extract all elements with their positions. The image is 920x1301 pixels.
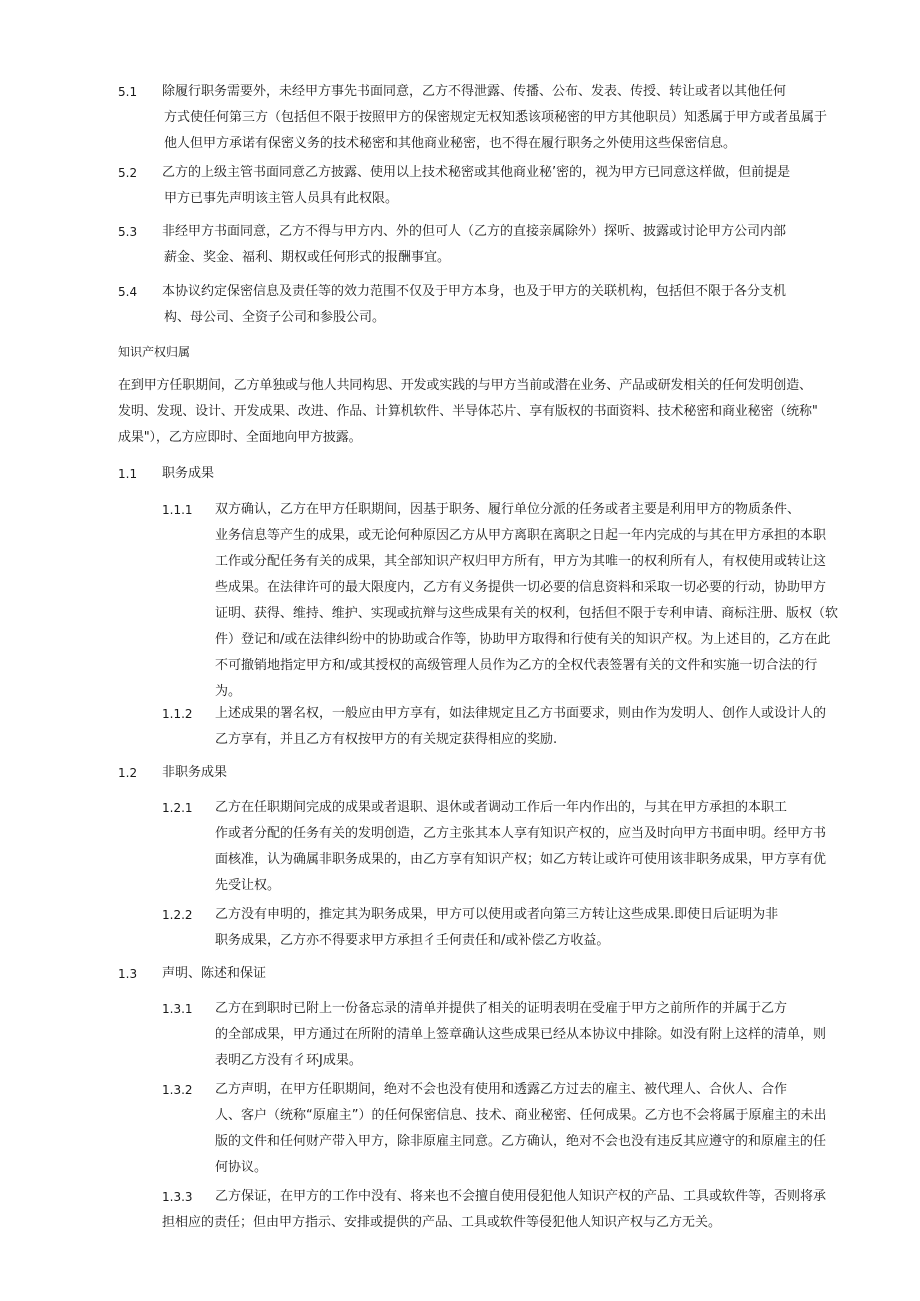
section-heading: 知识产权归属 [118, 345, 191, 359]
text-line: 人、客户（统称“原雇主”）的任何保密信息、技术、商业秘密、任何成果。乙方也不会将属于原雇主的未出 [215, 1108, 827, 1123]
clause-1-1-2-text [215, 701, 826, 753]
clause-number: 1.1 [118, 467, 138, 481]
text-line: 乙方声明，在甲方任职期间，绝对不会也没有使用和透露乙方过去的雇主、被代理人、合伙人、合作 [215, 1082, 788, 1097]
text-line: 上述成果的署名权，一般应由甲方享有，如法律规定且乙方书面要求，则由作为发明人、创作人或设计人的 [215, 706, 827, 721]
ip-intro-paragraph [118, 373, 818, 451]
clause-1-3-2-text [215, 1077, 826, 1181]
text-line: 不可撤销地指定甲方和/或其授权的高级管理人员作为乙方的全权代表签署有关的文件和实施一切合法的行 [215, 658, 818, 673]
text-line: 职务成果，乙方亦不得要求甲方承担彳壬何责任和/或补偿乙方收益。 [215, 933, 610, 948]
text-line: 作或者分配的任务有关的发明创造，乙方主张其本人享有知识产权的，应当及时向甲方书面申明。经甲方书 [215, 826, 827, 841]
text-line: 成果"），乙方应即时、全面地向甲方披露。 [118, 430, 362, 445]
clause-5-1-text [162, 79, 827, 157]
text-line: 乙方的上级主管书面同意乙方披露、使用以上技术秘密或其他商业秘’密的，视为甲方已同意这样做，但前提是 [162, 165, 791, 180]
clause-number: 1.1.1 [162, 503, 193, 517]
text-line: 乙方享有，并且乙方有权按甲方的有关规定获得相应的奖励. [215, 732, 558, 747]
text-line: 非经甲方书面同意，乙方不得与甲方内、外的但可人（乙方的直接亲属除外）探听、披露或讨论甲方公司内部 [162, 224, 787, 239]
text-line: 些成果。在法律许可的最大限度内，乙方有义务提供一切必要的信息资料和采取一切必要的行动，协助甲方 [215, 580, 827, 595]
text-line: 为。 [215, 684, 242, 699]
text-line: 乙方保证，在甲方的工作中没有、将来也不会擅自使用侵犯他人知识产权的产品、工具或软件等，否则将承 [215, 1189, 827, 1204]
text-line: 薪金、奖金、福利、期权或任何形式的报酬事宜。 [164, 250, 451, 265]
clause-5-2-text [162, 160, 790, 212]
text-line: 方式使任何第三方（包括但不限于按照甲方的保密规定无权知悉该项秘密的甲方其他职员）知悉属于甲方或者虽属于 [164, 110, 828, 125]
clause-1-1-1-text [215, 497, 838, 705]
clause-number: 1.2 [118, 766, 138, 780]
text-line: 除履行职务需要外，未经甲方事先书面同意，乙方不得泄露、传播、公布、发表、传授、转让或者以其他任何 [162, 84, 787, 99]
clause-number: 5.1 [118, 85, 138, 99]
clause-1-2-1-text [215, 795, 826, 899]
text-line: 的全部成果，甲方通过在所附的清单上签章确认这些成果已经从本协议中排除。如没有附上这样的清单，则 [215, 1027, 827, 1042]
text-line: 业务信息等产生的成果，或无论何种原因乙方从甲方离职在离职之日起一年内完成的与其在甲方承担的本职 [215, 528, 827, 543]
clause-5-3-text [162, 219, 786, 271]
clause-1-3-1-text [215, 996, 826, 1074]
text-line: 版的文件和任何财产带入甲方，除非原雇主同意。乙方确认，绝对不会也没有违反其应遵守的和原雇主的任 [215, 1134, 827, 1149]
text-line: 在到甲方任职期间，乙方单独或与他人共同构思、开发或实践的与甲方当前或潜在业务、产品或研发相关的任何发明创造、 [118, 378, 812, 393]
text-line: 何协议。 [215, 1160, 268, 1175]
clause-number: 5.3 [118, 225, 138, 239]
subsection-title: 职务成果 [162, 466, 215, 481]
clause-number: 1.3.1 [162, 1002, 193, 1016]
text-line: 他人但甲方承诺有保密义务的技术秘密和其他商业秘密，也不得在履行职务之外使用这些保密信息。 [164, 136, 737, 151]
text-line: 证明、获得、维持、维护、实现或抗辩与这些成果有关的权利，包括但不限于专利申请、商标注册、版权（软 [215, 606, 838, 621]
clause-number: 1.1.2 [162, 707, 193, 721]
clause-number: 1.2.2 [162, 908, 193, 922]
text-line: 表明乙方没有彳环J成果。 [215, 1053, 362, 1068]
clause-number: 1.3.2 [162, 1083, 193, 1097]
clause-number: 5.2 [118, 166, 138, 180]
text-line: 发明、发现、设计、开发成果、改进、作品、计算机软件、半导体芯片、享有版权的书面资料、技术秘密和商业秘密（统称" [118, 404, 818, 419]
text-line: 乙方在任职期间完成的成果或者退职、退休或者调动工作后一年内作出的，与其在甲方承担的本职工 [215, 800, 788, 815]
text-line: 本协议约定保密信息及责任等的效力范围不仅及于甲方本身，也及于甲方的关联机构，包括但不限于各分支机 [162, 284, 787, 299]
text-line: 先受让权。 [215, 878, 281, 893]
clause-5-4-text [162, 279, 786, 331]
clause-1-2-2-text [215, 902, 778, 954]
text-line: 构、母公司、全资子公司和参股公司。 [164, 310, 386, 325]
text-line: 乙方没有申明的，推定其为职务成果，甲方可以使用或者向第三方转让这些成果.即使日后证明为非 [215, 907, 779, 922]
text-line: 工作或分配任务有关的成果，其全部知识产权归甲方所有，甲方为其唯一的权利所有人，有权使用或转让这 [215, 554, 827, 569]
subsection-title: 声明、陈述和保证 [162, 966, 267, 981]
text-line: 面核准，认为确属非职务成果的，由乙方享有知识产权；如乙方转让或许可使用该非职务成果，甲方享有优 [215, 852, 827, 867]
clause-number: 1.3 [118, 967, 138, 981]
text-line: 担相应的责任；但由甲方指示、安排或提供的产品、工具或软件等侵犯他人知识产权与乙方无关。 [162, 1215, 722, 1230]
subsection-title: 非职务成果 [162, 765, 228, 780]
clause-number: 1.3.3 [162, 1190, 193, 1204]
text-line: 件）登记和/或在法律纠纷中的协助或合作等，协助甲方取得和行使有关的知识产权。为上述目的，乙方在此 [215, 632, 831, 647]
clause-number: 5.4 [118, 285, 138, 299]
text-line: 乙方在到职时已附上一份备忘录的清单并提供了相关的证明表明在受雇于甲方之前所作的并属于乙方 [215, 1001, 788, 1016]
clause-number: 1.2.1 [162, 801, 193, 815]
text-line: 甲方已事先声明该主管人员具有此权限。 [164, 191, 399, 206]
text-line: 双方确认，乙方在甲方任职期间，因基于职务、履行单位分派的任务或者主要是利用甲方的物质条件、 [215, 502, 801, 517]
